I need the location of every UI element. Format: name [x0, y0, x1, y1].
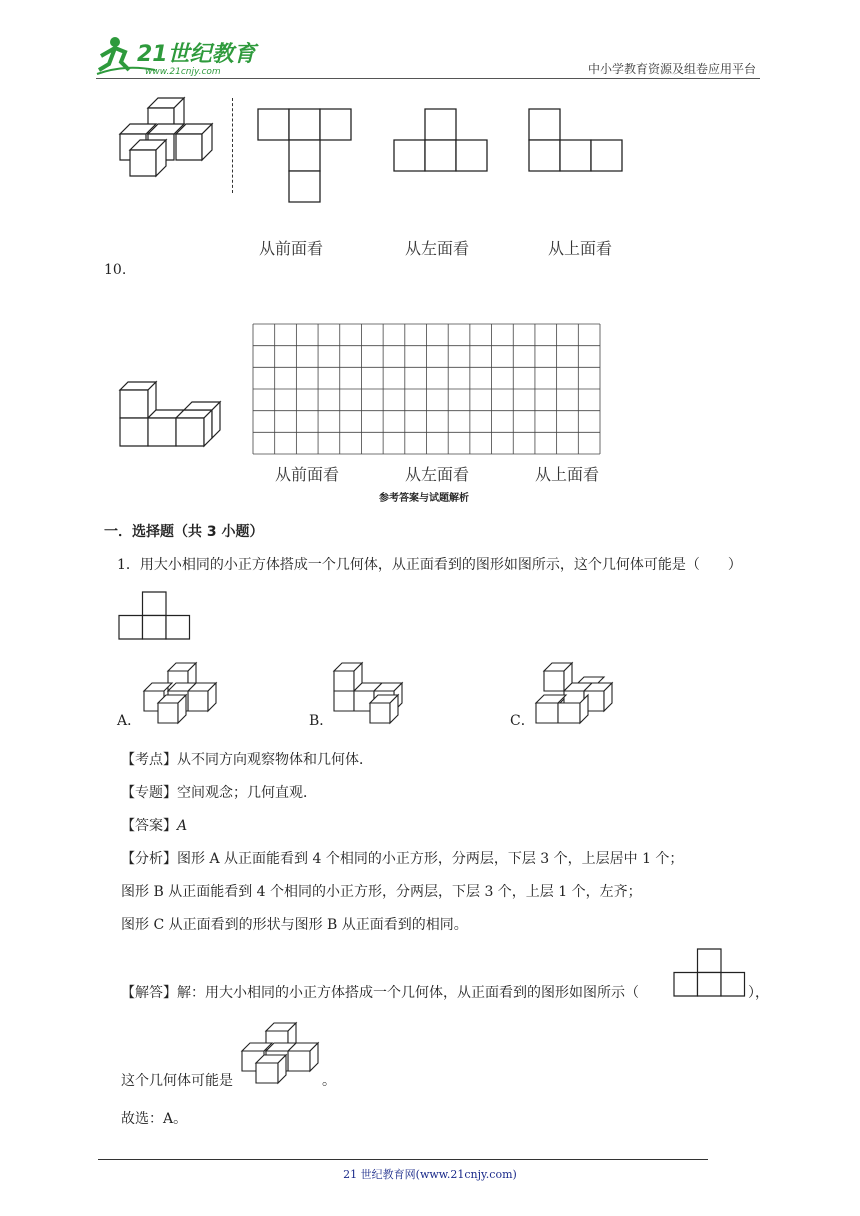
- jieda-line-1-end: ），: [748, 985, 769, 1001]
- q1-stem: 1．用大小相同的小正方体搭成一个几何体，从正面看到的图形如图所示，这个几何体可能是（ ）: [117, 557, 742, 573]
- section-title: 一．选择题（共 3 小题）: [104, 524, 264, 540]
- q9-solid-figure: [110, 92, 220, 187]
- jieda-solid-figure: [238, 1017, 328, 1087]
- q9-caption-top: 从上面看: [548, 239, 613, 258]
- fenxi-line-3: 图形 C 从正面看到的形状与图形 B 从正面看到的相同。: [121, 917, 468, 933]
- footer-text: 21 世纪教育网(www.21cnjy.com): [343, 1168, 517, 1181]
- option-b-figure[interactable]: [328, 657, 418, 725]
- logo-url: www.21cnjy.com: [145, 67, 221, 77]
- q9-left-view: [393, 108, 489, 173]
- logo-text: 21世纪教育: [137, 42, 256, 67]
- answers-title: 参考答案与试题解析: [379, 493, 469, 504]
- option-c-figure[interactable]: [534, 657, 626, 725]
- q10-caption-left: 从左面看: [405, 465, 470, 484]
- q9-top-view: [528, 108, 624, 173]
- logo: [95, 34, 260, 78]
- daan-label: 【答案】: [121, 818, 177, 834]
- q10-caption-front: 从前面看: [275, 465, 340, 484]
- q9-divider: [232, 98, 233, 193]
- jieda-line-1: 【解答】解：用大小相同的小正方体搭成一个几何体，从正面看到的图形如图所示（: [121, 985, 639, 1001]
- fenxi-line-1: 【分析】图形 A 从正面能看到 4 个相同的小正方形，分两层，下层 3 个，上层居中 1 个；: [121, 851, 684, 867]
- q10-answer-grid: [252, 323, 602, 457]
- kaodian-line: 【考点】从不同方向观察物体和几何体．: [121, 752, 373, 768]
- footer-divider: [98, 1159, 708, 1160]
- zhuanti-line: 【专题】空间观念；几何直观．: [121, 785, 317, 801]
- jieda-line-2: 这个几何体可能是: [121, 1073, 233, 1089]
- daan-value: A: [177, 818, 188, 834]
- jieda-line-2-end: 。: [322, 1073, 336, 1089]
- q9-front-view: [257, 108, 353, 204]
- q10-solid-figure: [112, 376, 226, 452]
- header-divider: [96, 78, 760, 79]
- q1-front-view: [118, 591, 192, 640]
- q9-caption-front: 从前面看: [259, 239, 324, 258]
- guxuan-line: 故选：A。: [121, 1111, 188, 1127]
- q10-number: 10.: [104, 262, 127, 278]
- option-c-label[interactable]: C．: [510, 713, 535, 729]
- option-a-label[interactable]: A．: [117, 713, 142, 729]
- fenxi-line-2: 图形 B 从正面能看到 4 个相同的小正方形，分两层，下层 3 个，上层 1 个，左齐；: [121, 884, 642, 900]
- option-b-label[interactable]: B．: [309, 713, 334, 729]
- daan-line: [121, 816, 187, 836]
- jieda-front-view: [673, 948, 747, 998]
- q9-caption-left: 从左面看: [405, 239, 470, 258]
- q10-caption-top: 从上面看: [535, 465, 600, 484]
- option-a-figure[interactable]: [140, 657, 230, 725]
- platform-name: 中小学教育资源及组卷应用平台: [587, 62, 756, 76]
